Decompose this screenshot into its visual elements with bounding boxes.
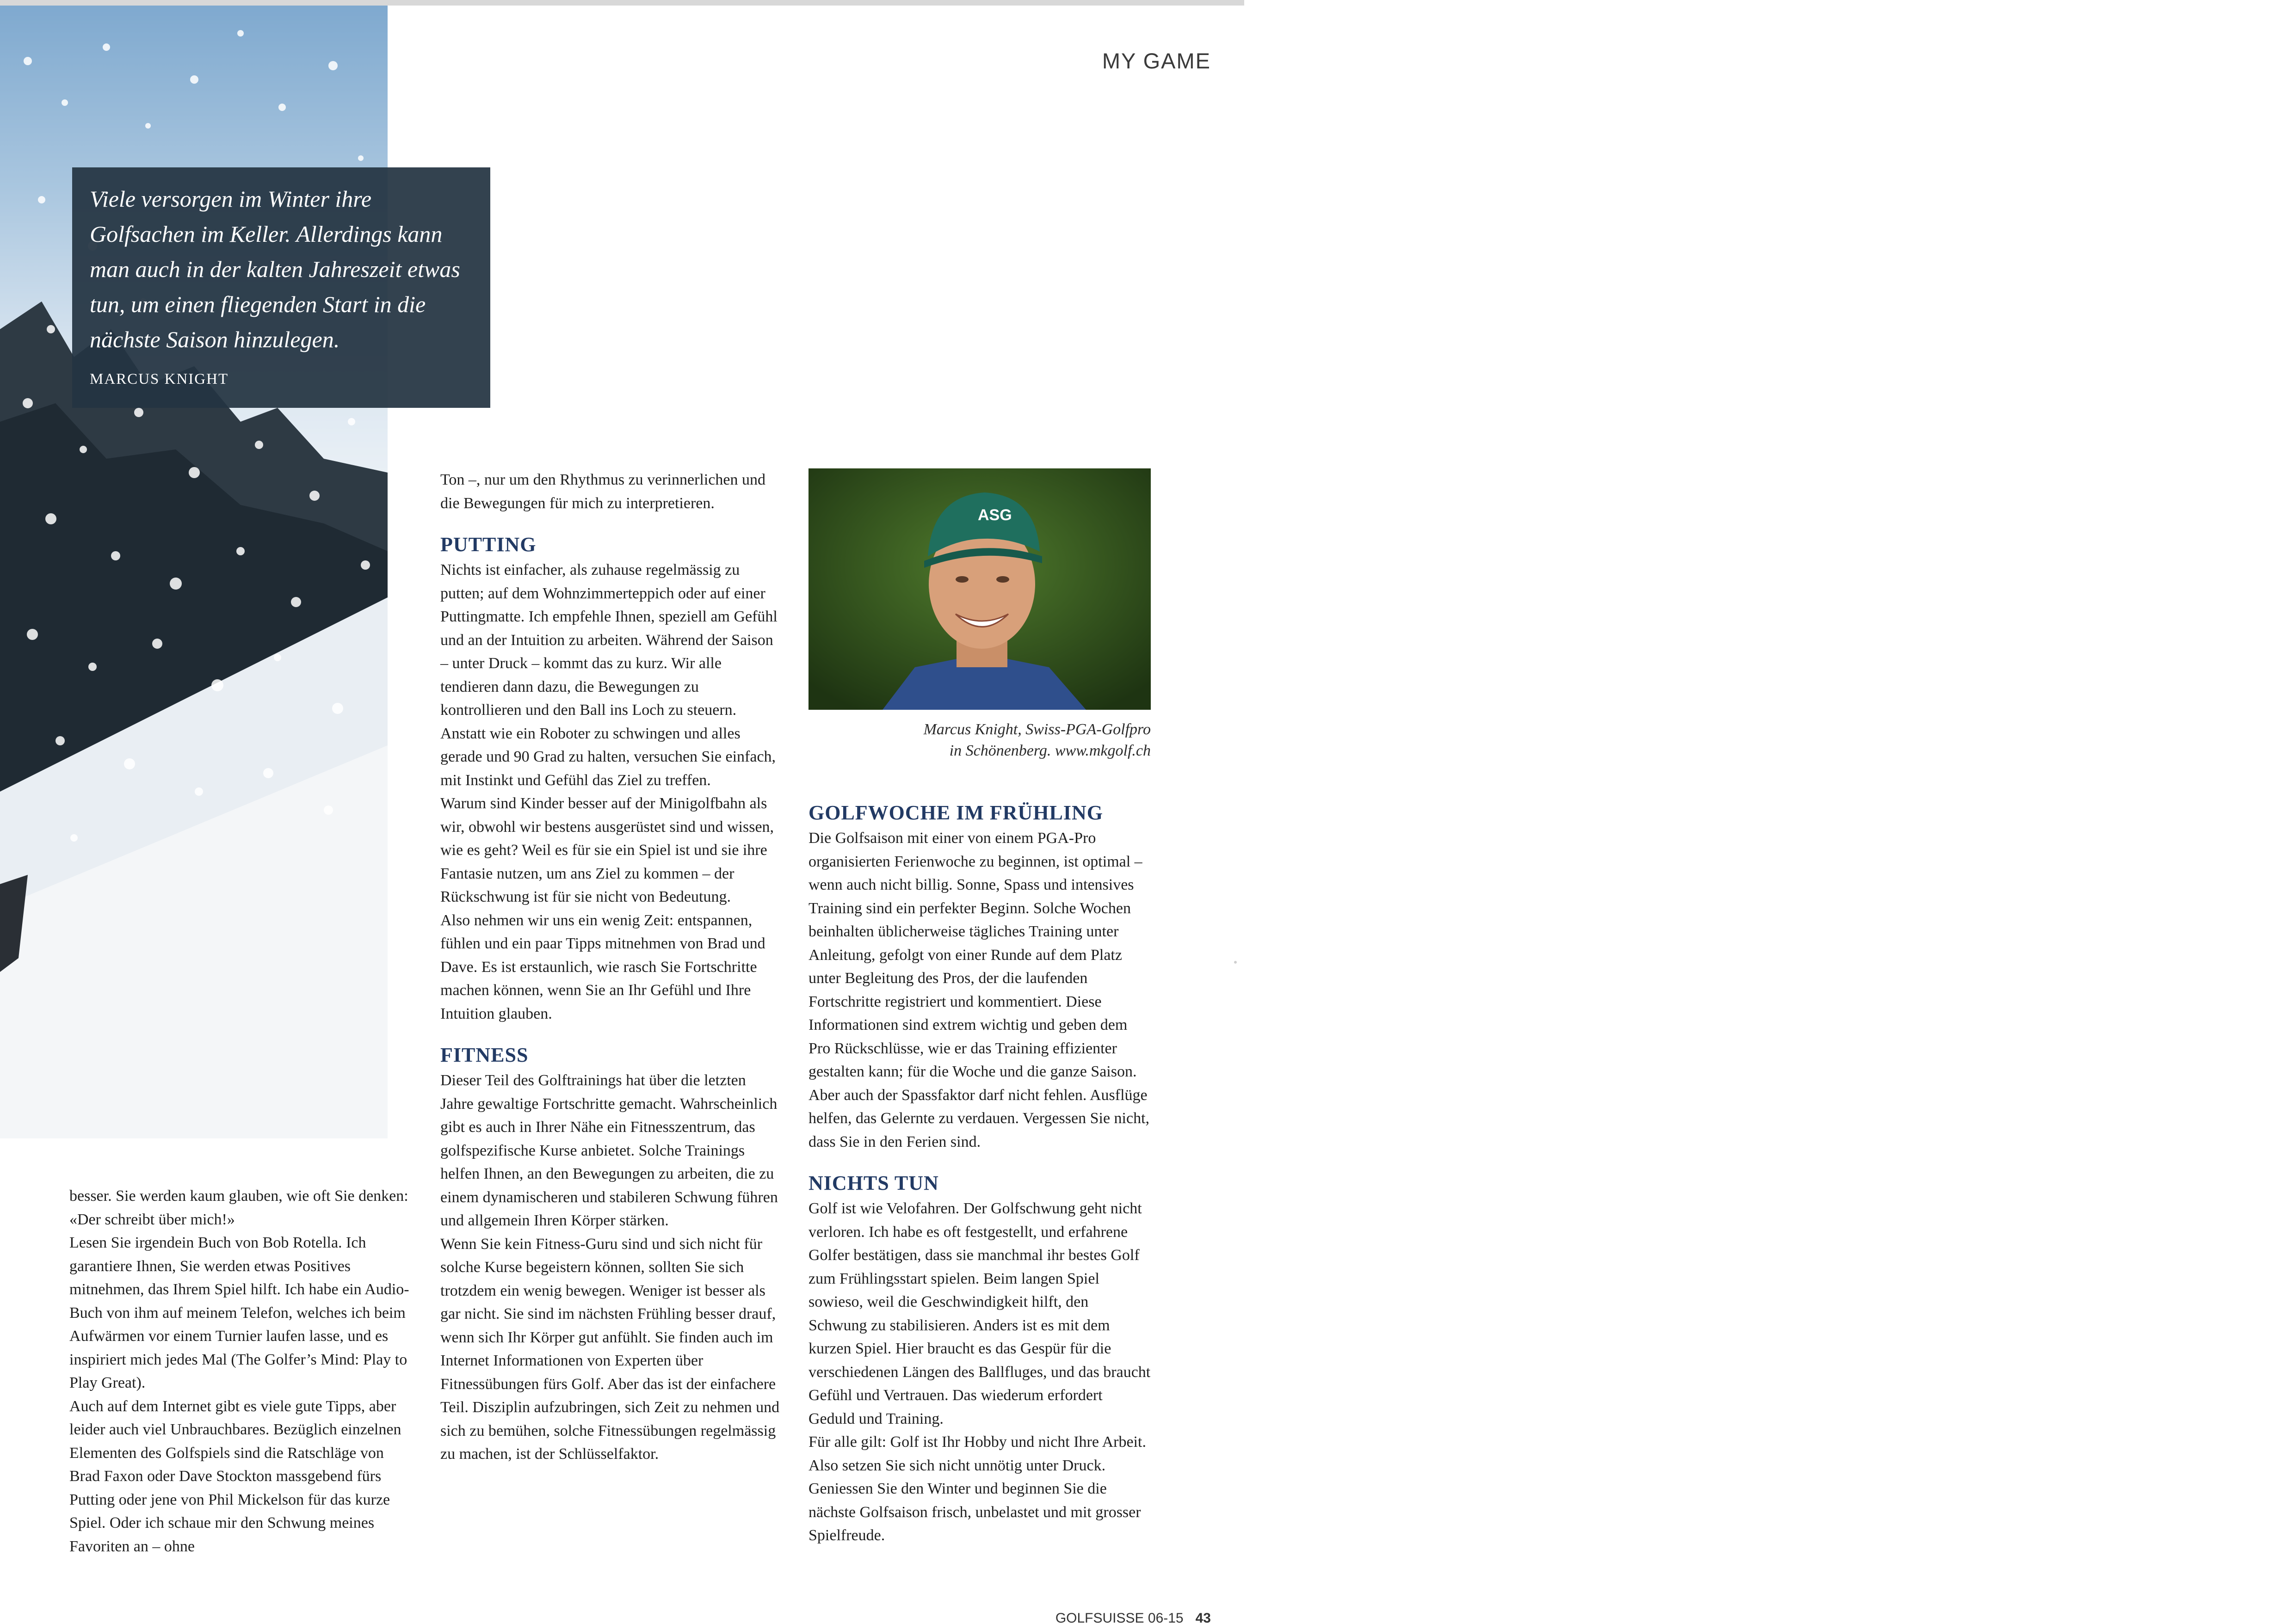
cap-logo-text: ASG [978,506,1012,524]
paragraph: Nichts ist einfacher, als zuhause regelmässig zu putten; auf dem Wohnzimmerteppich oder auf einer Puttingmatte. Ich empfehle Ihnen, speziell am Gefühl und an der Intuition zu arbeiten. Während der Saison – unter Druck – kommt das zu kurz. Wir alle tendieren dann dazu, die Bewegungen zu kontrollieren und den Ball ins Loch zu steuern. Anstatt wie ein Roboter zu schwingen und alles gerade und 90 Grad zu halten, versuchen Sie einfach, mit Instinkt und Gefühl das Ziel zu treffen. [440,561,778,789]
pull-quote-box [72,167,490,408]
magazine-issue: GOLFSUISSE 06-15 [1055,1611,1184,1623]
scan-speck [1234,961,1237,964]
article-column-2 [440,468,783,1466]
portrait-caption [809,719,1151,762]
portrait-illustration [809,468,1151,710]
paragraph: Warum sind Kinder besser auf der Minigolfbahn als wir, obwohl wir bestens ausgerüstet sind und wissen, wie es geht? Weil es für sie ein Spiel ist und sie ihre Fantasie nutzen, um ans Ziel zu kommen – der Rückschwung ist für sie nicht von Bedeutung. [440,795,774,905]
paragraph: Also nehmen wir uns ein wenig Zeit: entspannen, fühlen und ein paar Tipps mitnehmen von Brad und Dave. Es ist erstaunlich, wie rasch Sie Fortschritte machen können, wenn Sie an Ihr Gefühl und Ihre Intuition glauben. [440,911,765,1022]
section-label: MY GAME [1102,49,1211,73]
paragraph: Auch auf dem Internet gibt es viele gute Tipps, aber leider auch viel Unbrauchbares. Bezüglich einzelnen Elementen des Golfspiels sind die Ratschläge von Brad Faxon oder Dave Stockton massgebend fürs Putting oder jene von Phil Mickelson für das kurze Spiel. Oder ich schaue mir den Schwung meines Favoriten an – ohne [69,1397,401,1555]
page-footer [1055,1611,1211,1623]
paragraph: Aber auch der Spassfaktor darf nicht fehlen. Ausflüge helfen, das Gelernte zu verdauen. Vergessen Sie nicht, dass Sie in den Ferien sind. [809,1086,1150,1150]
paragraph: besser. Sie werden kaum glauben, wie oft Sie denken: «Der schreibt über mich!» [69,1187,408,1228]
top-rule [0,0,1244,6]
article-column-1 [69,1185,412,1558]
author-portrait-photo [809,468,1151,710]
paragraph: Wenn Sie kein Fitness-Guru sind und sich nicht für solche Kurse begeistern können, sollten Sie sich trotzdem ein wenig bewegen. Weniger ist besser als gar nicht. Sie sind im nächsten Frühling besser drauf, wenn sich Ihr Körper gut anfühlt. Sie finden auch im Internet Informationen von Experten über Fitnessübungen fürs Golf. Aber das ist der einfachere Teil. Disziplin aufzubringen, sich Zeit zu nehmen und sich zu bemühen, solche Fitnessübungen regelmässig zu machen, ist der Schlüsselfaktor. [440,1235,780,1463]
heading-golfwoche: GOLFWOCHE IM FRÜHLING [809,801,1104,824]
pull-quote-author: MARCUS KNIGHT [90,371,229,387]
paragraph: Dieser Teil des Golftrainings hat über die letzten Jahre gewaltige Fortschritte gemacht. Wahrscheinlich gibt es auch in Ihrer Nähe ein Fitnesszentrum, das golfspezifische Kurse anbietet. Solche Trainings helfen Ihnen, an den Bewegungen zu arbeiten, die zu einem dynamischeren und stabileren Schwung führen und allgemein Ihren Körper stärken. [440,1072,778,1229]
caption-line: in Schönenberg. www.mkgolf.ch [949,742,1151,759]
heading-fitness: FITNESS [440,1044,529,1066]
pull-quote-text: Viele versorgen im Winter ihre Golfsachen im Keller. Allerdings kann man auch in der kalten Jahreszeit etwas tun, um einen fliegenden Start in die nächste Saison hinzulegen. [90,186,460,352]
paragraph: Lesen Sie irgendein Buch von Bob Rotella. Ich garantiere Ihnen, Sie werden etwas Positives mitnehmen, das Ihrem Spiel hilft. Ich habe ein Audio-Buch von ihm auf meinem Telefon, welches ich beim Aufwärmen vor einem Turnier laufen lasse, und es inspiriert mich jedes Mal (The Golfer’s Mind: Play to Play Great). [69,1234,409,1391]
heading-putting: PUTTING [440,533,537,556]
page-number: 43 [1195,1611,1211,1623]
article-column-3 [809,799,1151,1548]
paragraph: Ton –, nur um den Rhythmus zu verinnerlichen und die Bewegungen für mich zu interpretieren. [440,471,765,512]
caption-line: Marcus Knight, Swiss-PGA-Golfpro [923,721,1151,738]
paragraph: Die Golfsaison mit einer von einem PGA-Pro organisierten Ferienwoche zu beginnen, ist optimal – wenn auch nicht billig. Sonne, Spass und intensives Training sind ein perfekter Beginn. Solche Wochen beinhalten üblicherweise tägliches Training unter Anleitung, gefolgt von einer Runde auf dem Platz unter Begleitung des Pros, der die laufenden Fortschritte registriert und kommentiert. Diese Informationen sind extrem wichtig und geben dem Pro Rückschlüsse, wie er das Training effizienter gestalten kann; für die Woche und die ganze Saison. [809,830,1142,1080]
heading-nichts-tun: NICHTS TUN [809,1172,939,1194]
paragraph: Golf ist wie Velofahren. Der Golfschwung geht nicht verloren. Ich habe es oft festgestellt, und erfahrene Golfer bestätigen, dass sie manchmal ihr bestes Golf zum Frühlingsstart spielen. Beim langen Spiel sowieso, weil die Geschwindigkeit hilft, den Schwung zu stabilisieren. Anders ist es mit dem kurzen Spiel. Hier braucht es das Gespür für die verschiedenen Längen des Ballfluges, und das braucht Gefühl und Vertrauen. Das wiederum erfordert Geduld und Training. [809,1200,1151,1427]
paragraph: Für alle gilt: Golf ist Ihr Hobby und nicht Ihre Arbeit. Also setzen Sie sich nicht unnötig unter Druck. Geniessen Sie den Winter und beginnen Sie die nächste Golfsaison frisch, unbelastet und mit grosser Spielfreude. [809,1433,1146,1544]
